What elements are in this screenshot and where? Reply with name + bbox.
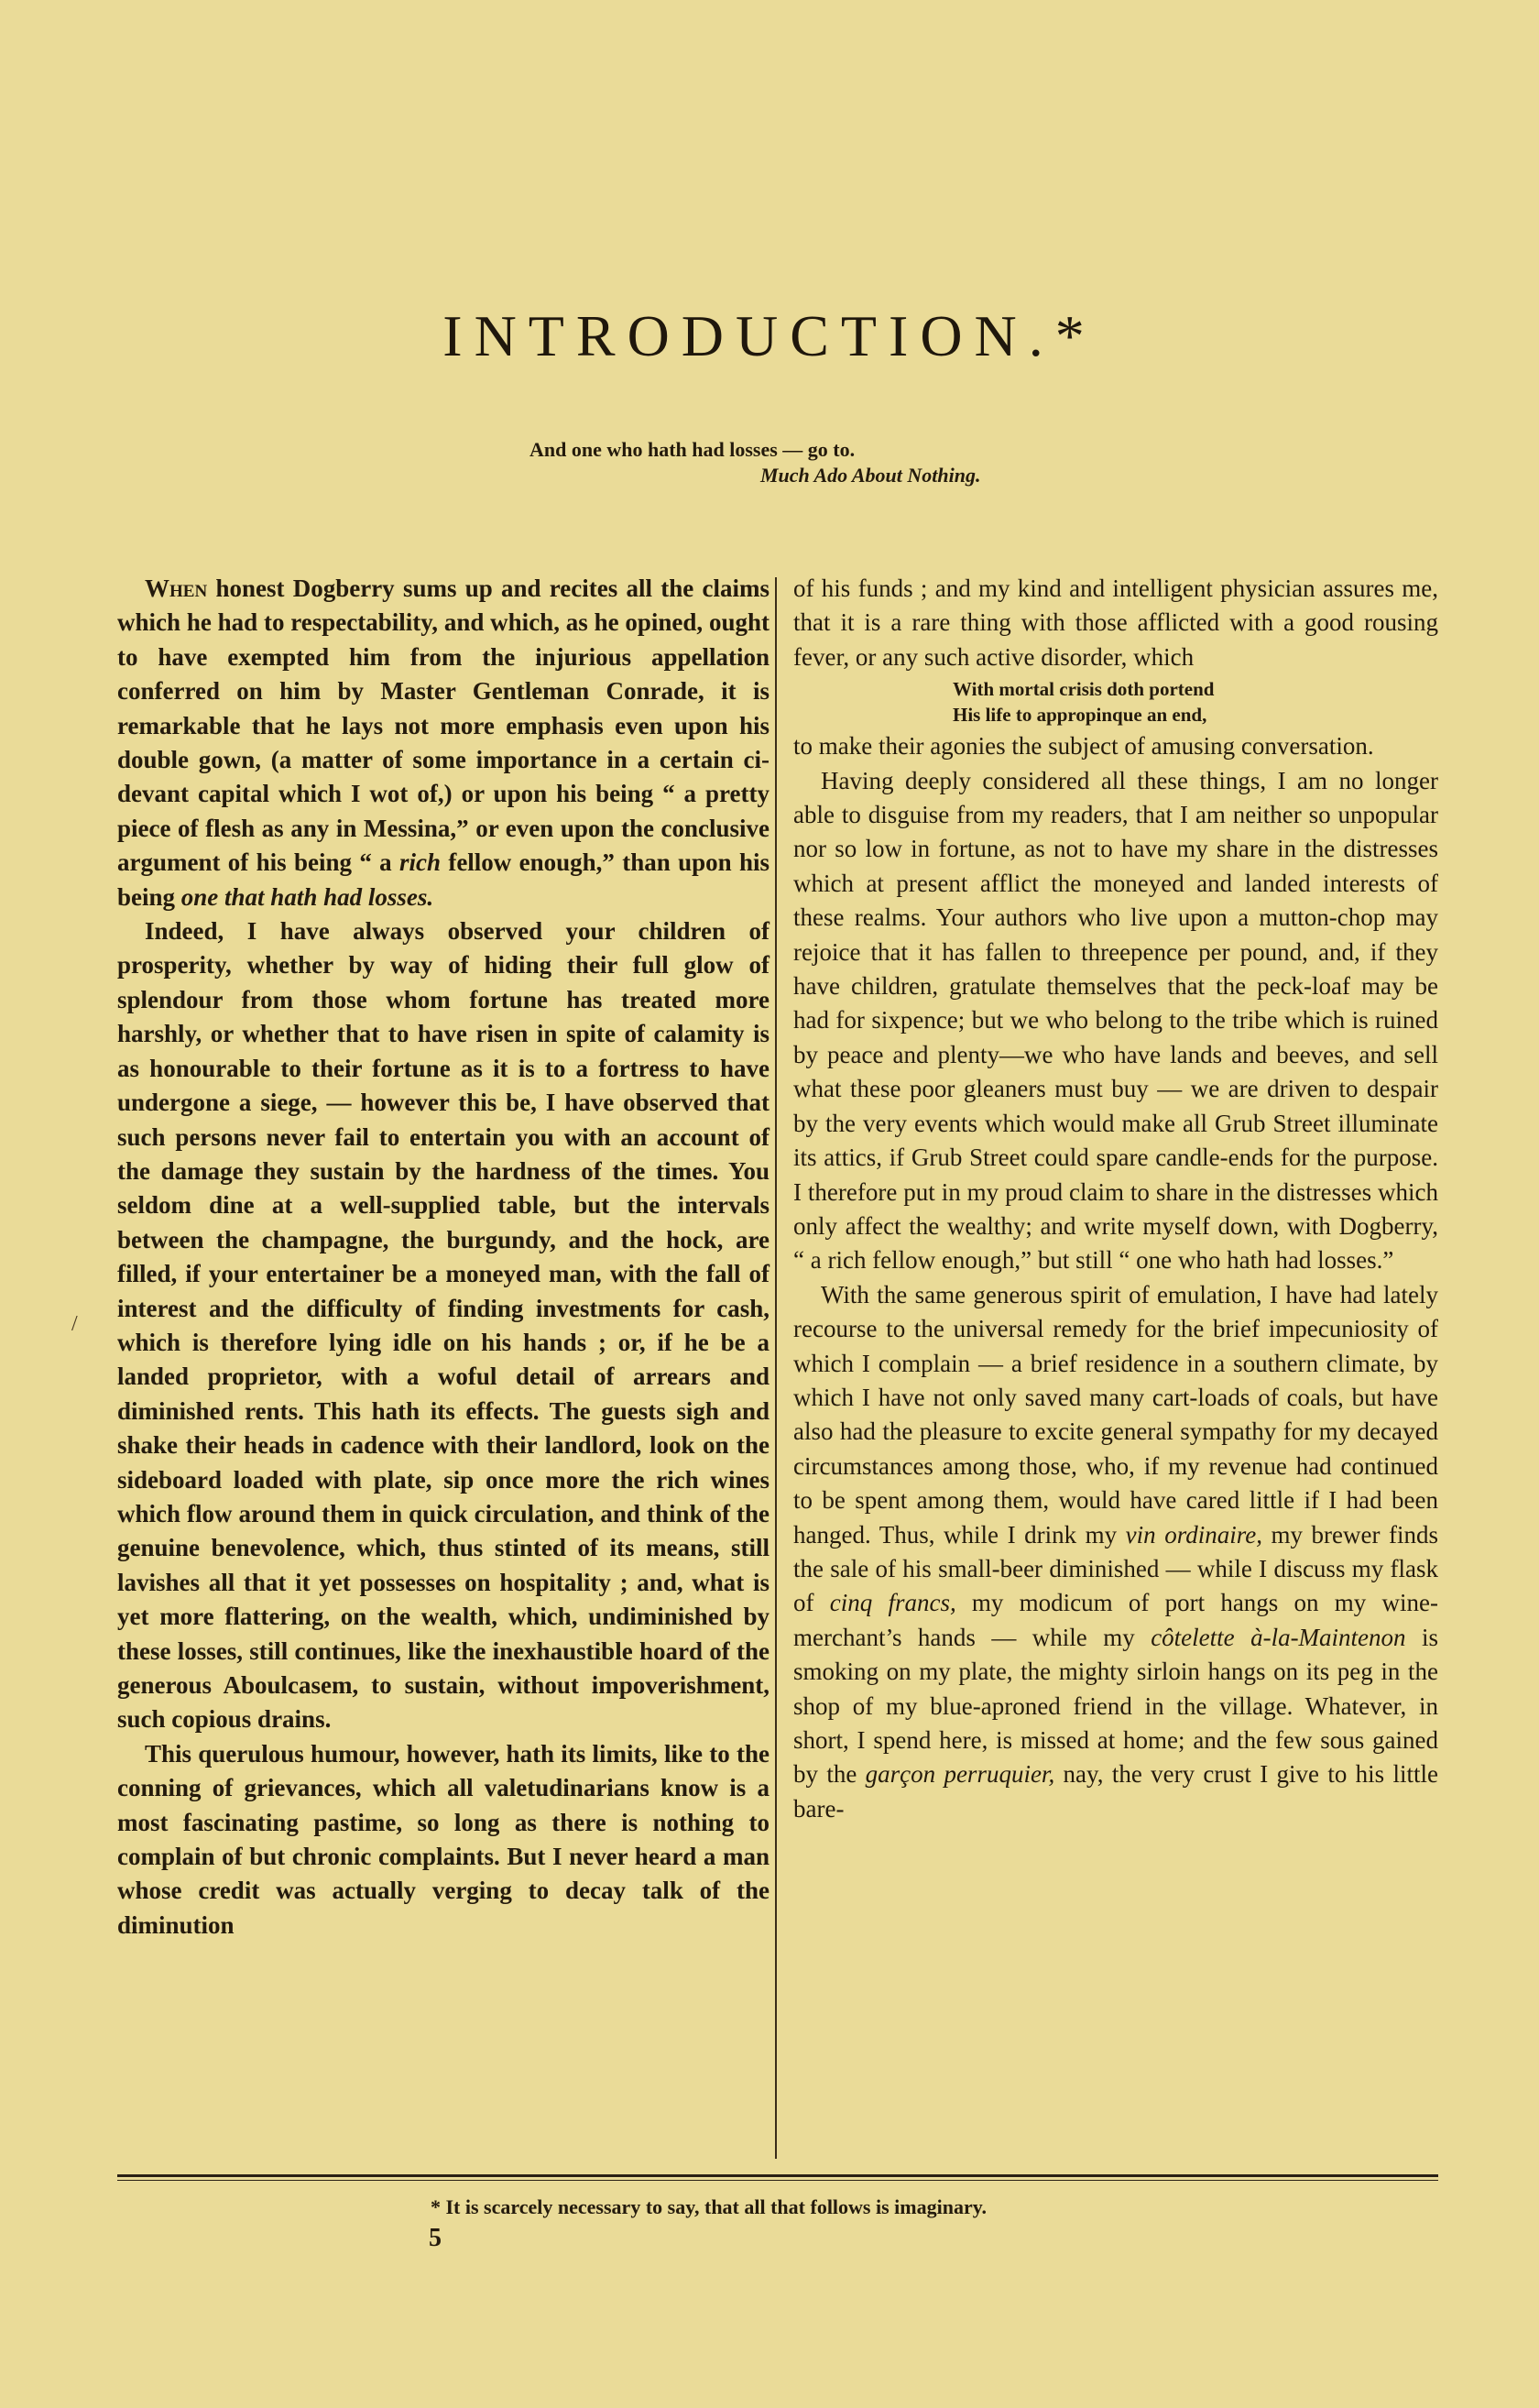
- left-paragraph-2: Indeed, I have always observed your children of prosperity, whether by way of hiding their full glow of splendour from those whom fortune has treated more harshly, or whether that to have risen in spite of calamity is as honourable to their fortune as it is to a fortress to have undergone a siege, — however this be, I have observed that such persons never fail to entertain you with an account of the damage they sustain by the hardness of the times. You seldom dine at a well-supplied table, but the intervals between the champagne, the burgundy, and the hock, are filled, if your entertainer be a moneyed man, with the fall of interest and the difficulty of finding investments for cash, which is therefore lying idle on his hands ; or, if he be a landed proprietor, with a woful detail of arrears and diminished rents. This hath its effects. The guests sigh and shake their heads in cadence with their landlord, look on the sideboard loaded with plate, sip once more the rich wines which flow around them in quick circulation, and think of the genuine benevolence, which, thus stinted of its means, still lavishes all that it yet possesses on hospitality ; and, what is yet more flattering, on the wealth, which, undiminished by these losses, still continues, like the inexhaustible hoard of the generous Aboulcasem, to sustain, without impoverishment, such copious drains.: [117, 917, 770, 1734]
- left-paragraph-3: This querulous humour, however, hath its limits, like to the conning of grievances, which all valetudinarians know is a most fascinating pastime, so long as there is nothing to complain of but chronic complaints. But I never heard a man whose credit was actually verging to decay talk of the diminution: [117, 1739, 770, 1939]
- text-run: nay, the very crust I give to his little bare-: [793, 1760, 1438, 1822]
- text-run: fellow enough,” than upon his being: [117, 848, 770, 911]
- footnote-rule-thin: [117, 2180, 1438, 2181]
- text-run: is smoking on my plate, the mighty sirloin hangs on its peg in the shop of my blue-aproned friend in the village. Whatever, in short, I spend here, is missed at home; and the few sous gained by the: [793, 1623, 1439, 1789]
- footnote-rule: [117, 2174, 1438, 2177]
- page-title: INTRODUCTION.*: [442, 303, 1097, 368]
- column-divider: [775, 577, 777, 2159]
- verse-line-2: His life to appropinque an end,: [953, 704, 1207, 727]
- right-paragraph-1: of his funds ; and my kind and intelligent physician assures me, that it is a rare thing with those afflicted with a good rousing fever, or any such active disorder, which: [793, 575, 1438, 671]
- right-paragraph-2: Having deeply considered all these things, I am no longer able to disguise from my readers, that I am neither so unpopular nor so low in fortune, as not to have my share in the distresses which at present afflict the moneyed and landed interests of these realms. Your authors who live upon a mutton-chop may rejoice that it has fallen to threepence per pound, and, if they have children, gratulate themselves that the peck-loaf may be had for sixpence; but we who belong to the tribe which is ruined by peace and plenty—we who have lands and beeves, and sell what these poor gleaners must buy — we are driven to despair by the very events which would make all Grub Street illuminate its attics, if Grub Street could spare candle-ends for the purpose. I therefore put in my proud claim to share in the distresses which only affect the wealthy; and write myself down, with Dogberry, “ a rich fellow enough,” but still “ one who hath had losses.”: [793, 766, 1438, 1275]
- right-paragraph-1-continued: to make their agonies the subject of amusing conversation.: [793, 732, 1374, 761]
- italic-run: one that hath had losses.: [180, 882, 434, 911]
- text-run: my modicum of port hangs on my wine-merchant’s hands — while my: [793, 1589, 1438, 1651]
- verse-quote: [953, 676, 1438, 728]
- italic-run: vin ordinaire,: [1125, 1520, 1262, 1549]
- italic-run: garçon perruquier,: [865, 1760, 1055, 1789]
- right-column: [793, 572, 1438, 2157]
- text-run: my brewer finds the sale of his small-beer diminished — while I discuss my flask of: [793, 1520, 1439, 1617]
- page-number: 5: [429, 2224, 442, 2252]
- italic-run: cinq francs,: [829, 1589, 956, 1617]
- left-paragraph-1: [117, 572, 770, 914]
- italic-run: côtelette à-la-Maintenon: [1151, 1623, 1406, 1651]
- text-run: honest Dogberry sums up and recites all the claims which he had to respectability, and which, as he opined, ought to have exempted him from the injurious appellation conferred on him by Master Gentleman Conrade, it is remarkable that he lays not more emphasis even upon his double gown, (a matter of some importance in a certain ci-devant capital which I wot of,) or upon his being “ a pretty piece of flesh as any in Messina,” or even upon the conclusive argument of his being “ a: [117, 575, 770, 877]
- right-paragraph-3: [793, 1278, 1438, 1827]
- footnote: * It is scarcely necessary to say, that all that follows is imaginary.: [431, 2195, 987, 2218]
- text-run: With the same generous spirit of emulation, I have had lately recourse to the universal remedy for the brief impecuniosity of which I complain — a brief residence in a southern climate, by which I have not only saved many cart-loads of coals, but have also had the pleasure to excite general sympathy for my decayed circumstances among those, who, if my revenue had continued to be spent among them, would have cared little if I had been hanged. Thus, while I drink my: [793, 1280, 1438, 1549]
- left-column: [117, 572, 770, 2157]
- epigraph-quote: And one who hath had losses — go to.: [529, 438, 856, 461]
- italic-run: rich: [398, 848, 441, 877]
- stray-pencil-mark: /: [71, 1312, 78, 1336]
- verse-line-1: With mortal crisis doth portend: [953, 678, 1215, 701]
- epigraph-source: Much Ado About Nothing.: [760, 464, 981, 487]
- drop-word: When: [145, 575, 208, 602]
